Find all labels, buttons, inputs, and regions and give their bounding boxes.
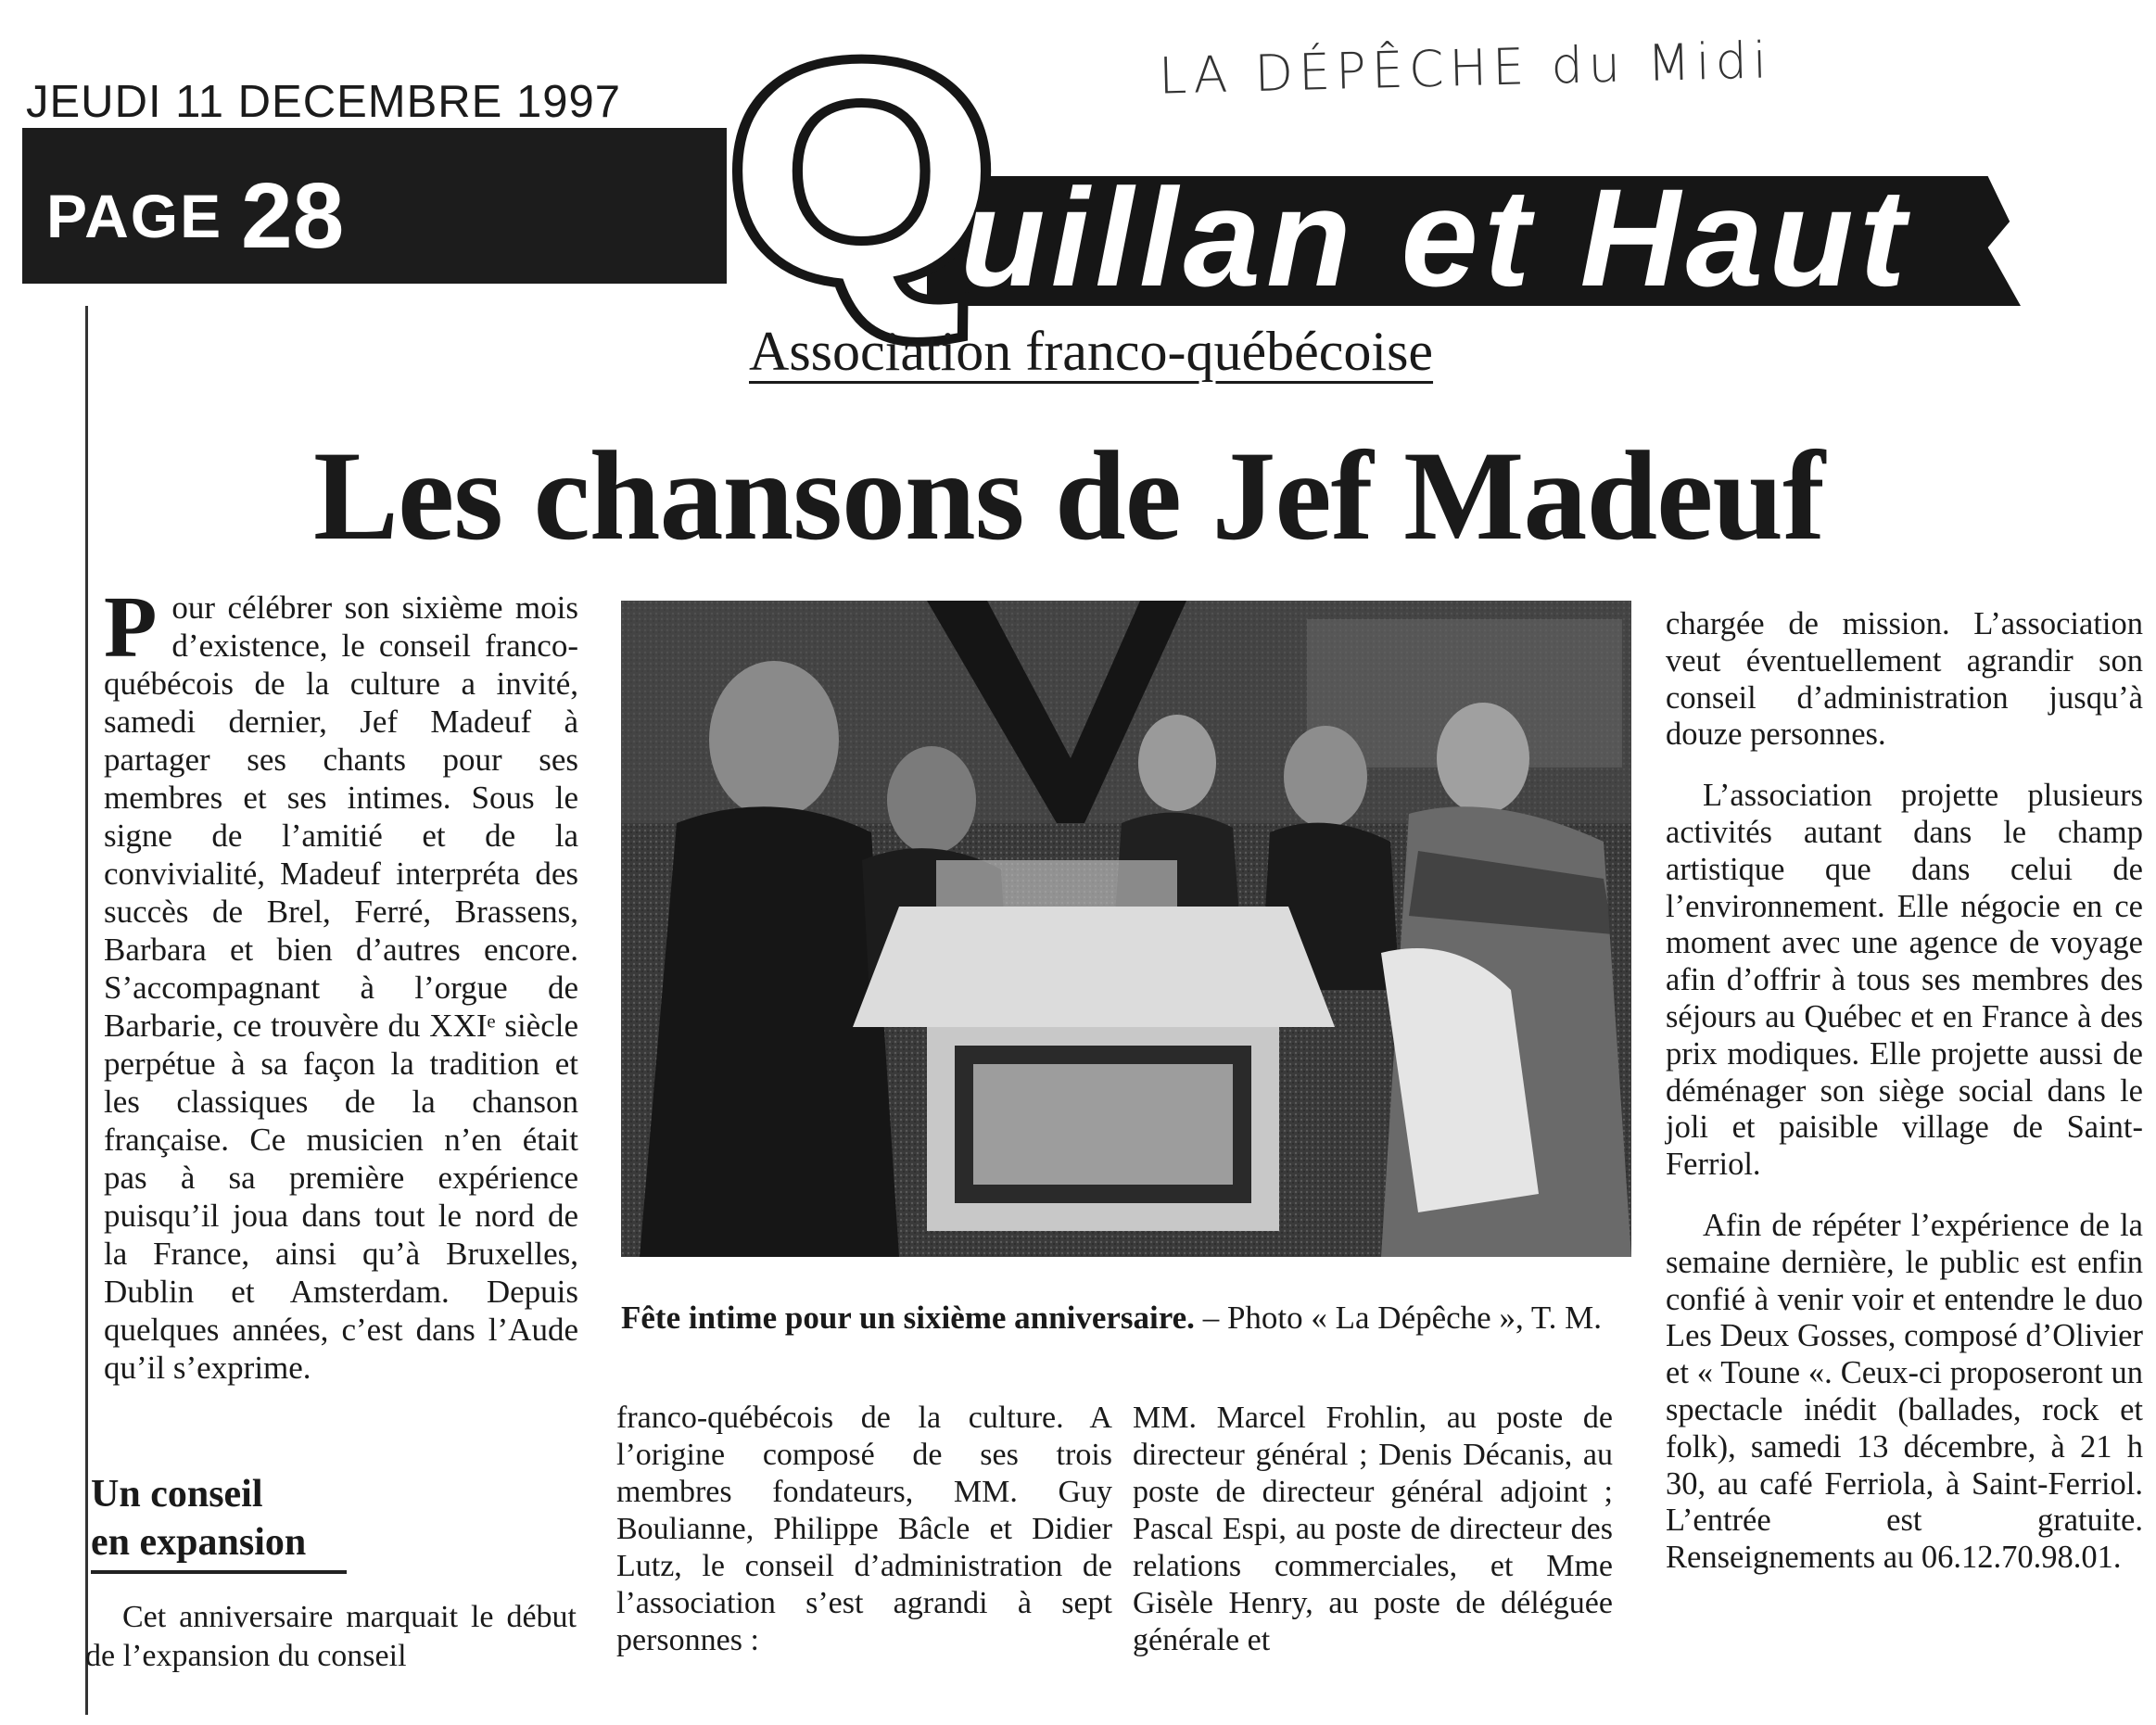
caption-credit: – Photo « La Dépêche », T. M. [1194, 1300, 1602, 1336]
masthead-initial: Q [729, 0, 996, 342]
article-column-3: MM. Marcel Frohlin, au poste de directeur général ; Denis Décanis, au poste de directeur général adjoint ; Pascal Espi, au poste de directeur des relations commerciales, et Mme Gisèle Henry, au poste de déléguée générale et [1133, 1401, 1613, 1657]
handwritten-source-note: LA DÉPÊCHE du Midi [1158, 31, 1773, 106]
column-rule [85, 306, 88, 1715]
article-kicker: Association franco-québécoise [749, 321, 1434, 382]
caption-title: Fête intime pour un sixième anniversaire. [621, 1300, 1195, 1336]
page-number: 28 [241, 164, 345, 268]
subhead-line-1: Un conseil [91, 1473, 263, 1516]
article-column-2: franco-québécois de la culture. A l’origine composé de ses trois membres fondateurs, MM. Guy Boulianne, Philippe Bâcle et Didier Lutz, le conseil d’administration de l’association s’est agrandi à sept personnes : [616, 1401, 1112, 1657]
masthead-title: uillan et Haut [960, 159, 1911, 315]
article-column-4 [1666, 606, 2143, 1577]
issue-date: JEUDI 11 DECEMBRE 1997 [26, 77, 621, 127]
photo-caption [621, 1298, 1641, 1338]
photo-image [621, 601, 1631, 1257]
subhead-line-2: en expansion [91, 1521, 307, 1564]
column-1-tail-text: Cet anniversaire marquait le début de l’expansion du conseil [85, 1600, 577, 1673]
column-4-paragraph-3: Afin de répéter l’expérience de la semaine dernière, le public est enfin confié à venir voir et entendre le duo Les Deux Gosses, composé d’Olivier et « Toune «. Ceux-ci proposeront un spectacle inédit (ballades, rock et folk), samedi 13 décembre, à 21 h 30, au café Ferriola, à Saint-Ferriol. L’entrée est gratuite. Renseignements au 06.12.70.98.01. [1666, 1207, 2143, 1576]
page-label: PAGE [46, 182, 223, 250]
column-4-paragraph-1: chargée de mission. L’association veut éventuellement agrandir son conseil d’administration jusqu’à douze personnes. [1666, 606, 2143, 753]
article-headline: Les chansons de Jef Madeuf [313, 425, 1825, 566]
article-photo [621, 601, 1631, 1257]
column-1-text: our célébrer son sixième mois d’existence, le conseil franco-québécois de la culture a invité, samedi dernier, Jef Madeuf à partager ses chants pour ses membres et ses intimes. Sous le signe de l’amitié et de la convivialité, Madeuf interpréta des succès de Brel, Ferré, Brassens, Barbara et bien d’autres encore. S’accompagnant à l’orgue de Barbarie, ce trouvère du XXIᵉ siècle perpétue à sa façon la tradition et les classiques de la chanson française. Ce musicien n’en était pas à sa première expérience puisqu’il joua dans tout le nord de la France, ainsi qu’à Bruxelles, Dublin et Amsterdam. Depuis quelques années, c’est dans l’Aude qu’il s’exprime. [104, 590, 578, 1386]
article-subhead [91, 1470, 347, 1574]
article-column-1 [104, 579, 578, 1388]
column-4-paragraph-2: L’association projette plusieurs activités autant dans le champ artistique que dans celui de l’environnement. Elle négocie en ce moment avec une agence de voyage afin d’offrir à tous ses membres des séjours au Québec et en France à des prix modiques. Elle projette aussi de déménager son siège social dans le joli et paisible village de Saint-Ferriol. [1666, 778, 2143, 1183]
drop-cap: P [104, 579, 158, 676]
